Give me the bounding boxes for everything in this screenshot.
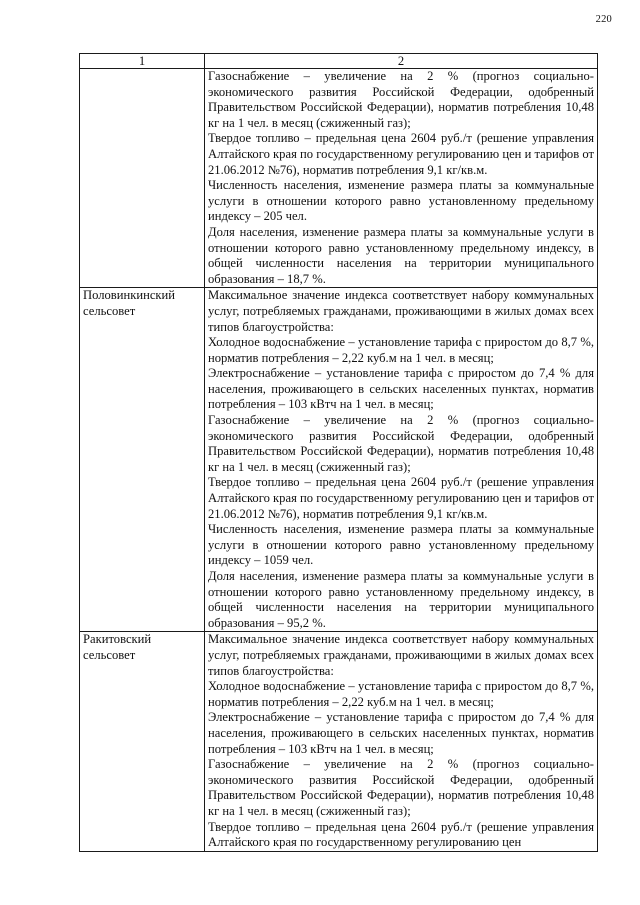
paragraph-cold-water: Холодное водоснабжение – установление тарифа с приростом до 8,7 %, норматив потребления – 2,22 куб.м на 1 чел. в месяц; (208, 679, 594, 709)
paragraph-index-intro: Максимальное значение индекса соответствует набору коммунальных услуг, потребляемых гражданами, проживающими в жилых домах всех типов благоустройства: (208, 632, 594, 678)
indicators-cell (205, 632, 598, 851)
column-header-1: 1 (80, 54, 205, 69)
paragraph-gas: Газоснабжение – увеличение на 2 % (прогноз социально-экономического развития Российской Федерации, одобренный Правительством Российской Федерации), норматив потребления 10,48 кг на 1 чел. в месяц (сжиженный газ); (208, 757, 594, 818)
paragraph-solid-fuel: Твердое топливо – предельная цена 2604 руб./т (решение управления Алтайского края по государственному регулированию цен и тарифов от 21.06.2012 №76), норматив потребления 9,1 кг/кв.м. (208, 475, 594, 521)
municipality-name: Ракитовский сельсовет (80, 632, 205, 851)
paragraph-population-share: Доля населения, изменение размера платы за коммунальные услуги в отношении которого равно установленному предельному индексу, в общей численности населения на территории муниципального образования – 95,2 %. (208, 569, 594, 630)
paragraph-population-share: Доля населения, изменение размера платы за коммунальные услуги в отношении которого равно установленному предельному индексу, в общей численности населения на территории муниципального образования – 18,7 %. (208, 224, 594, 286)
paragraph-electricity: Электроснабжение – установление тарифа с приростом до 7,4 % для населения, проживающего в сельских населенных пунктах, норматив потребления – 103 кВтч на 1 чел. в месяц; (208, 710, 594, 756)
table-header-row (80, 54, 598, 69)
paragraph-gas: Газоснабжение – увеличение на 2 % (прогноз социально-экономического развития Российской Федерации, одобренный Правительством Российской Федерации), норматив потребления 10,48 кг на 1 чел. в месяц (сжиженный газ); (208, 413, 594, 474)
paragraph-gas: Газоснабжение – увеличение на 2 % (прогноз социально-экономического развития Российской Федерации, одобренный Правительством Российской Федерации), норматив потребления 10,48 кг на 1 чел. в месяц (сжиженный газ); (208, 69, 594, 130)
indicators-cell (205, 288, 598, 632)
indicators-cell (205, 69, 598, 288)
table-row (80, 69, 598, 288)
paragraph-solid-fuel: Твердое топливо – предельная цена 2604 руб./т (решение управления Алтайского края по государственному регулированию цен и тарифов от 21.06.2012 №76), норматив потребления 9,1 кг/кв.м. (208, 131, 594, 177)
column-header-2: 2 (205, 54, 598, 69)
paragraph-index-intro: Максимальное значение индекса соответствует набору коммунальных услуг, потребляемых гражданами, проживающими в жилых домах всех типов благоустройства: (208, 288, 594, 334)
municipality-name: Половинкинский сельсовет (80, 288, 205, 632)
page-number: 220 (595, 14, 612, 25)
tariff-table (79, 53, 598, 852)
paragraph-cold-water: Холодное водоснабжение – установление тарифа с приростом до 8,7 %, норматив потребления – 2,22 куб.м на 1 чел. в месяц; (208, 335, 594, 365)
paragraph-population-count: Численность населения, изменение размера платы за коммунальные услуги в отношении которого равно установленному предельному индексу – 1059 чел. (208, 522, 594, 568)
paragraph-electricity: Электроснабжение – установление тарифа с приростом до 7,4 % для населения, проживающего в сельских населенных пунктах, норматив потребления – 103 кВтч на 1 чел. в месяц; (208, 366, 594, 412)
table-row (80, 288, 598, 632)
table-row (80, 632, 598, 851)
paragraph-population-count: Численность населения, изменение размера платы за коммунальные услуги в отношении которого равно установленному предельному индексу – 205 чел. (208, 178, 594, 224)
municipality-name (80, 69, 205, 288)
paragraph-solid-fuel: Твердое топливо – предельная цена 2604 руб./т (решение управления Алтайского края по государственному регулированию цен (208, 819, 594, 850)
